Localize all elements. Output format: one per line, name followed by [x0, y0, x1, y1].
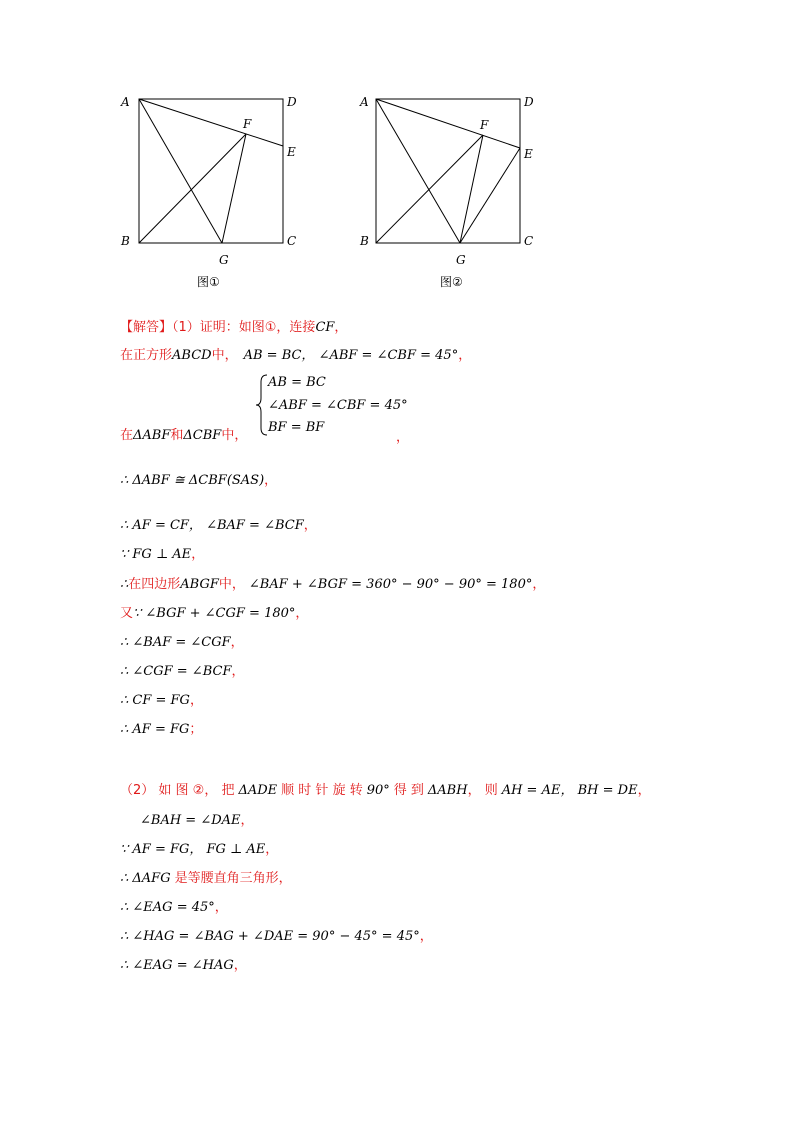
solution-line-7: ∴在四边形ABGF中， ∠BAF + ∠BGF = 360° − 90° − 90° = 180°，	[120, 577, 546, 592]
figure-1-diagram	[115, 90, 315, 300]
solution-line-2: 在正方形ABCD中， AB = BC， ∠ABF = ∠CBF = 45°，	[120, 348, 472, 363]
label-e: E	[524, 147, 533, 161]
label-g: G	[219, 253, 229, 267]
label-f: F	[243, 117, 252, 131]
figure-1-caption: 图①	[197, 275, 220, 289]
label-b: B	[360, 234, 369, 248]
label-a: A	[360, 95, 369, 109]
part2-line-4: ∴ ΔAFG 是等腰直角三角形，	[120, 871, 292, 886]
solution-line-11: ∴ CF = FG，	[120, 693, 203, 708]
label-d: D	[524, 95, 534, 109]
solution-line-4: ∴ ΔABF ≅ ΔCBF(SAS)，	[120, 473, 278, 488]
label-d: D	[287, 95, 297, 109]
label-e: E	[287, 145, 296, 159]
figure-2-caption: 图②	[440, 275, 463, 289]
part2-line-6: ∴ ∠HAG = ∠BAG + ∠DAE = 90° − 45° = 45°，	[120, 929, 433, 944]
part2-line-7: ∴ ∠EAG = ∠HAG，	[120, 958, 247, 973]
label-c: C	[287, 234, 297, 248]
part2-line-1: （2） 如 图 ②， 把 ΔADE 顺 时 针 旋 转 90° 得 到 ΔABH， 则 AH = AE， BH = DE，	[120, 783, 651, 798]
part2-line-5: ∴ ∠EAG = 45°，	[120, 900, 228, 915]
solution-line-5: ∴ AF = CF， ∠BAF = ∠BCF，	[120, 518, 317, 533]
part2-line-3: ∵ AF = FG， FG ⊥ AE，	[120, 842, 279, 857]
label-g: G	[456, 253, 466, 267]
label-f: F	[480, 118, 489, 132]
label-b: B	[121, 234, 130, 248]
system-eq-3: BF = BF	[268, 420, 325, 435]
solution-line-10: ∴ ∠CGF = ∠BCF，	[120, 664, 245, 679]
solution-line-12: ∴ AF = FG；	[120, 722, 203, 737]
figure-2	[352, 90, 552, 304]
label-c: C	[524, 234, 534, 248]
solution-line-8: 又∵ ∠BGF + ∠CGF = 180°，	[120, 606, 309, 621]
solution-line-1: 【解答】（1）证明：如图①，连接CF，	[120, 320, 348, 335]
system-brace	[255, 374, 269, 436]
label-a: A	[121, 95, 130, 109]
solution-line-3-end: ，	[396, 430, 410, 445]
system-eq-2: ∠ABF = ∠CBF = 45°	[268, 398, 408, 413]
system-eq-1: AB = BC	[268, 375, 326, 390]
solution-line-9: ∴ ∠BAF = ∠CGF，	[120, 635, 244, 650]
figure-2-diagram	[352, 90, 552, 300]
solution-line-3: 在ΔABF和ΔCBF中，	[120, 428, 248, 443]
part2-line-2: ∠BAH = ∠DAE，	[140, 813, 254, 828]
figure-1	[115, 90, 315, 304]
solution-line-6: ∵ FG ⊥ AE，	[120, 547, 205, 562]
